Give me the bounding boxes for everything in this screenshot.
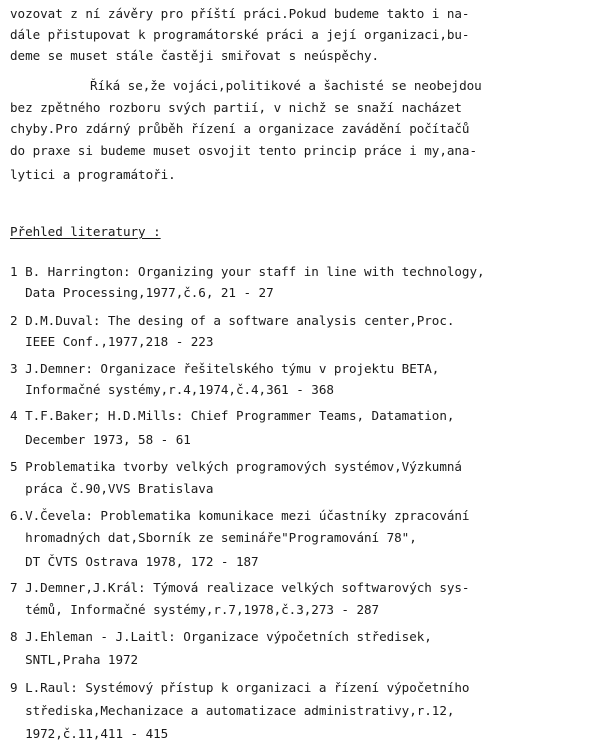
intro-line-7: do praxe si budeme muset osvojit tento princip práce i my,ana- bbox=[10, 143, 477, 158]
reference-line: December 1973, 58 - 61 bbox=[10, 432, 191, 447]
reference-line: 5 Problematika tvorby velkých programových systémov,Výzkumná bbox=[10, 459, 462, 474]
reference-line: 8 J.Ehleman - J.Laitl: Organizace výpočetních středisek, bbox=[10, 629, 432, 644]
reference-line: 4 T.F.Baker; H.D.Mills: Chief Programmer Teams, Datamation, bbox=[10, 408, 455, 423]
reference-line: 9 L.Raul: Systémový přístup k organizaci a řízení výpočetního bbox=[10, 680, 470, 695]
intro-line-8: lytici a programátoři. bbox=[10, 167, 176, 182]
reference-line: 1 B. Harrington: Organizing your staff in line with technology, bbox=[10, 264, 485, 279]
reference-line: 1972,č.11,411 - 415 bbox=[10, 726, 169, 741]
reference-line: 3 J.Demner: Organizace řešitelského týmu v projektu BETA, bbox=[10, 361, 440, 376]
reference-line: hromadných dat,Sborník ze semináře"Programování 78", bbox=[10, 530, 417, 545]
intro-line-4: Říká se,že vojáci,politikové a šachisté se neobejdou bbox=[90, 78, 482, 93]
reference-line: práca č.90,VVS Bratislava bbox=[10, 481, 214, 496]
reference-line: IEEE Conf.,1977,218 - 223 bbox=[10, 334, 214, 349]
intro-line-5: bez zpětného rozboru svých partií, v nichž se snaží nacházet bbox=[10, 100, 462, 115]
reference-line: 2 D.M.Duval: The desing of a software analysis center,Proc. bbox=[10, 313, 455, 328]
intro-line-1: vozovat z ní závěry pro příští práci.Pokud budeme takto i na- bbox=[10, 6, 470, 21]
reference-line: Informačné systémy,r.4,1974,č.4,361 - 368 bbox=[10, 382, 334, 397]
reference-line: 7 J.Demner,J.Král: Týmová realizace velkých softwarových sys- bbox=[10, 580, 470, 595]
references-heading: Přehled literatury : bbox=[10, 224, 161, 239]
intro-line-2: dále přistupovat k programátorské práci a její organizaci,bu- bbox=[10, 27, 470, 42]
intro-line-3: deme se muset stále častěji smiřovat s neúspěchy. bbox=[10, 48, 380, 63]
intro-line-6: chyby.Pro zdárný průběh řízení a organizace zavádění počítačů bbox=[10, 121, 470, 136]
reference-line: SNTL,Praha 1972 bbox=[10, 652, 139, 667]
reference-line: Data Processing,1977,č.6, 21 - 27 bbox=[10, 285, 274, 300]
reference-line: střediska,Mechanizace a automatizace administrativy,r.12, bbox=[10, 703, 455, 718]
reference-line: DT ČVTS Ostrava 1978, 172 - 187 bbox=[10, 554, 259, 569]
reference-line: témů, Informačné systémy,r.7,1978,č.3,273 - 287 bbox=[10, 602, 380, 617]
reference-line: 6.V.Čevela: Problematika komunikace mezi účastníky zpracování bbox=[10, 508, 470, 523]
